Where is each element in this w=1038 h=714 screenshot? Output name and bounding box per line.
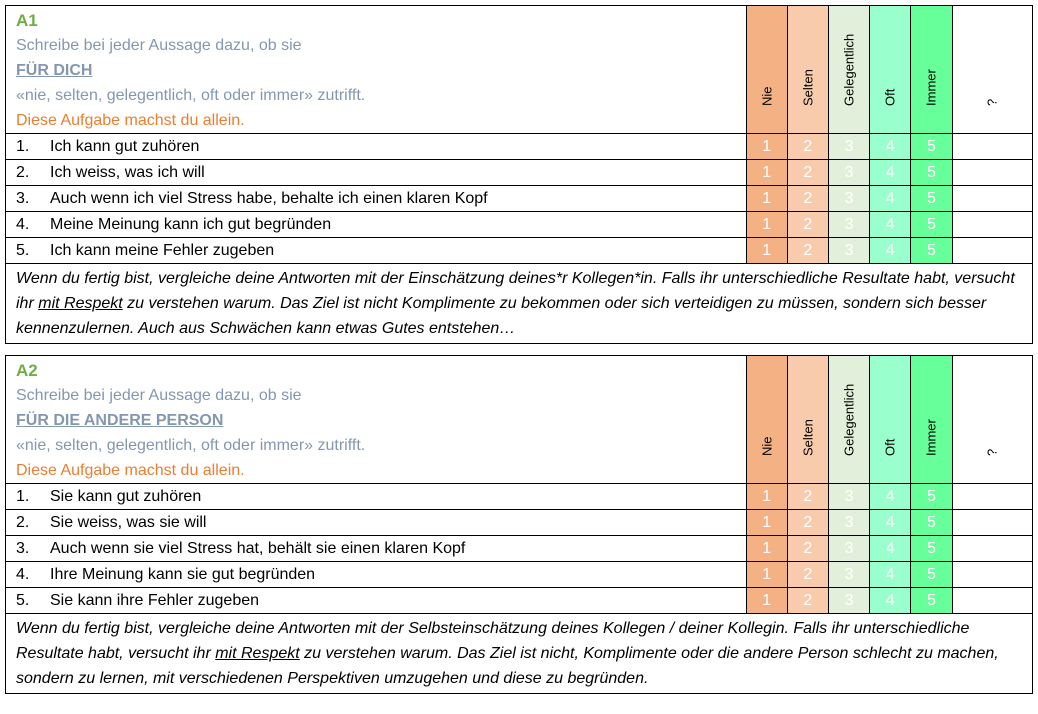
task-header	[6, 356, 747, 484]
item-text: Sie kann ihre Fehler zugeben	[50, 591, 260, 609]
instruction-line: Schreibe bei jeder Aussage dazu, ob sie	[16, 387, 302, 404]
header-row	[6, 6, 1033, 134]
scale-label: Gelegentlich	[841, 383, 857, 456]
unknown-cell[interactable]	[952, 238, 1032, 264]
table-row	[6, 186, 1033, 212]
score-cell[interactable]: 3	[828, 588, 869, 614]
item-number: 4.	[16, 215, 30, 233]
footer-row	[6, 264, 1033, 344]
score-cell[interactable]: 5	[911, 160, 952, 186]
scale-header-nie	[746, 6, 787, 134]
scale-label: Nie	[759, 436, 775, 456]
task-code: A2	[16, 361, 38, 380]
table-row	[6, 212, 1033, 238]
score-cell[interactable]: 2	[787, 562, 828, 588]
statement-cell	[6, 160, 747, 186]
score-cell[interactable]: 3	[828, 134, 869, 160]
score-cell[interactable]: 1	[746, 134, 787, 160]
unknown-cell[interactable]	[952, 536, 1032, 562]
score-cell[interactable]: 3	[828, 212, 869, 238]
score-cell[interactable]: 2	[787, 588, 828, 614]
item-number: 5.	[16, 591, 30, 609]
note-emphasis: mit Respekt	[215, 645, 300, 662]
score-cell[interactable]: 2	[787, 186, 828, 212]
note-emphasis: mit Respekt	[38, 295, 123, 312]
table-row	[6, 238, 1033, 264]
scale-label: Selten	[800, 419, 816, 456]
score-cell[interactable]: 5	[911, 484, 952, 510]
scale-label: Selten	[800, 69, 816, 106]
score-cell[interactable]: 4	[870, 484, 911, 510]
scale-header-selten	[787, 356, 828, 484]
scale-header-gelegentlich	[828, 6, 869, 134]
scale-header-selten	[787, 6, 828, 134]
score-cell[interactable]: 2	[787, 134, 828, 160]
statement-cell	[6, 588, 747, 614]
scale-label: Oft	[882, 438, 898, 456]
item-number: 5.	[16, 241, 30, 259]
score-cell[interactable]: 3	[828, 562, 869, 588]
table-row	[6, 134, 1033, 160]
item-text: Meine Meinung kann ich gut begründen	[50, 215, 332, 233]
unknown-cell[interactable]	[952, 134, 1032, 160]
statement-cell	[6, 484, 747, 510]
score-cell[interactable]: 4	[870, 588, 911, 614]
score-cell[interactable]: 4	[870, 536, 911, 562]
score-cell[interactable]: 4	[870, 562, 911, 588]
score-cell[interactable]: 1	[746, 536, 787, 562]
scale-label: Immer	[923, 419, 939, 456]
instruction-note: Diese Aufgabe machst du allein.	[16, 462, 245, 479]
score-cell[interactable]: 4	[870, 134, 911, 160]
score-cell[interactable]: 2	[787, 536, 828, 562]
table-row	[6, 160, 1033, 186]
item-text: Ich kann meine Fehler zugeben	[50, 241, 275, 259]
score-cell[interactable]: 2	[787, 160, 828, 186]
scale-header-gelegentlich	[828, 356, 869, 484]
item-text: Sie kann gut zuhören	[50, 487, 202, 505]
header-row	[6, 356, 1033, 484]
item-number: 1.	[16, 487, 30, 505]
instruction-scale: «nie, selten, gelegentlich, oft oder immer» zutrifft.	[16, 437, 366, 454]
task-header	[6, 6, 747, 134]
instruction-target: FÜR DIE ANDERE PERSON	[16, 412, 224, 429]
note-text: Wenn du fertig bist, vergleiche deine Antworten mit der Einschätzung deines*r Kollegen*in. Falls ihr unterschiedliche Resultate habt, versucht ihr	[16, 270, 1015, 312]
item-number: 1.	[16, 137, 30, 155]
table-row	[6, 510, 1033, 536]
score-cell[interactable]: 2	[787, 212, 828, 238]
instruction-scale: «nie, selten, gelegentlich, oft oder immer» zutrifft.	[16, 87, 366, 104]
comparison-note	[6, 614, 1033, 694]
table-row	[6, 588, 1033, 614]
unknown-cell[interactable]	[952, 562, 1032, 588]
table-row	[6, 536, 1033, 562]
score-cell[interactable]: 3	[828, 186, 869, 212]
scale-label: Oft	[882, 88, 898, 106]
item-text: Sie weiss, was sie will	[50, 513, 207, 531]
statement-cell	[6, 186, 747, 212]
item-number: 3.	[16, 189, 30, 207]
scale-header-oft	[870, 356, 911, 484]
footer-row	[6, 614, 1033, 694]
scale-label: Gelegentlich	[841, 33, 857, 106]
score-cell[interactable]: 1	[746, 510, 787, 536]
score-cell[interactable]: 1	[746, 562, 787, 588]
score-cell[interactable]: 1	[746, 484, 787, 510]
score-cell[interactable]: 3	[828, 160, 869, 186]
item-text: Auch wenn ich viel Stress habe, behalte ich einen klaren Kopf	[50, 189, 488, 207]
score-cell[interactable]: 5	[911, 238, 952, 264]
score-cell[interactable]: 5	[911, 510, 952, 536]
score-cell[interactable]: 2	[787, 484, 828, 510]
item-number: 2.	[16, 163, 30, 181]
statement-cell	[6, 238, 747, 264]
score-cell[interactable]: 4	[870, 510, 911, 536]
unknown-cell[interactable]	[952, 186, 1032, 212]
task-code: A1	[16, 11, 38, 30]
unknown-cell[interactable]	[952, 588, 1032, 614]
unknown-cell[interactable]	[952, 160, 1032, 186]
statement-cell	[6, 536, 747, 562]
score-cell[interactable]: 3	[828, 536, 869, 562]
comparison-note	[6, 264, 1033, 344]
scale-header-nie	[746, 356, 787, 484]
item-number: 3.	[16, 539, 30, 557]
score-cell[interactable]: 5	[911, 134, 952, 160]
instruction-note: Diese Aufgabe machst du allein.	[16, 112, 245, 129]
scale-label: ?	[984, 448, 1000, 456]
unknown-cell[interactable]	[952, 484, 1032, 510]
score-cell[interactable]: 1	[746, 186, 787, 212]
score-cell[interactable]: 1	[746, 212, 787, 238]
score-cell[interactable]: 4	[870, 186, 911, 212]
statement-cell	[6, 562, 747, 588]
item-text: Ich kann gut zuhören	[50, 137, 200, 155]
instruction-line: Schreibe bei jeder Aussage dazu, ob sie	[16, 37, 302, 54]
scale-header-oft	[870, 6, 911, 134]
scale-label: Nie	[759, 86, 775, 106]
item-text: Ich weiss, was ich will	[50, 163, 205, 181]
scale-header-immer	[911, 6, 952, 134]
scale-header-immer	[911, 356, 952, 484]
score-cell[interactable]: 4	[870, 238, 911, 264]
score-cell[interactable]: 5	[911, 536, 952, 562]
item-number: 2.	[16, 513, 30, 531]
scale-header-unknown	[952, 6, 1032, 134]
item-number: 4.	[16, 565, 30, 583]
score-cell[interactable]: 3	[828, 238, 869, 264]
note-text: zu verstehen warum. Das Ziel ist nicht, Komplimente oder die andere Person schlecht zu machen, sondern zu lernen, mit verschiedenen Perspektiven umzugehen und diese zu begründen.	[16, 645, 999, 687]
score-cell[interactable]: 2	[787, 238, 828, 264]
score-cell[interactable]: 4	[870, 160, 911, 186]
table-row	[6, 484, 1033, 510]
score-cell[interactable]: 1	[746, 588, 787, 614]
score-cell[interactable]: 5	[911, 562, 952, 588]
score-cell[interactable]: 5	[911, 212, 952, 238]
score-cell[interactable]: 5	[911, 588, 952, 614]
item-text: Auch wenn sie viel Stress hat, behält sie einen klaren Kopf	[50, 539, 466, 557]
scale-label: ?	[984, 98, 1000, 106]
score-cell[interactable]: 1	[746, 160, 787, 186]
note-text: zu verstehen warum. Das Ziel ist nicht Komplimente zu bekommen oder sich verteidigen zu müssen, sondern sich besser kennenzulernen. Auch aus Schwächen kann etwas Gutes entstehen…	[16, 295, 987, 337]
statement-cell	[6, 510, 747, 536]
scale-label: Immer	[923, 69, 939, 106]
scale-header-unknown	[952, 356, 1032, 484]
instruction-target: FÜR DICH	[16, 62, 93, 79]
item-text: Ihre Meinung kann sie gut begründen	[50, 565, 316, 583]
task-a1-table	[5, 5, 1033, 344]
unknown-cell[interactable]	[952, 212, 1032, 238]
table-row	[6, 562, 1033, 588]
score-cell[interactable]: 1	[746, 238, 787, 264]
statement-cell	[6, 134, 747, 160]
note-text: Wenn du fertig bist, vergleiche deine Antworten mit der Selbsteinschätzung deines Kollegen / deiner Kollegin. Falls ihr unterschiedliche Resultate habt, versucht ihr	[16, 620, 970, 662]
statement-cell	[6, 212, 747, 238]
score-cell[interactable]: 2	[787, 510, 828, 536]
score-cell[interactable]: 3	[828, 510, 869, 536]
score-cell[interactable]: 4	[870, 212, 911, 238]
unknown-cell[interactable]	[952, 510, 1032, 536]
score-cell[interactable]: 3	[828, 484, 869, 510]
score-cell[interactable]: 5	[911, 186, 952, 212]
task-a2-table	[5, 355, 1033, 694]
